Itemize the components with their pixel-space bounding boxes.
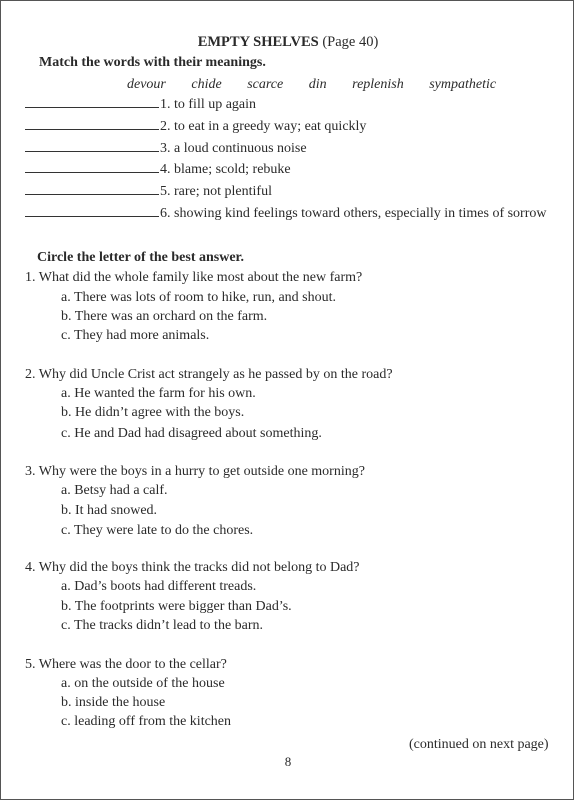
matching-definition: 5. rare; not plentiful	[160, 184, 272, 199]
matching-item	[25, 184, 272, 200]
multiple-choice-instruction: Circle the letter of the best answer.	[37, 250, 244, 265]
question-text: 5. Where was the door to the cellar?	[25, 657, 227, 672]
matching-item	[25, 97, 256, 113]
matching-definition: 6. showing kind feelings toward others, especially in times of sorrow	[160, 206, 547, 221]
word-bank-item: sympathetic	[429, 77, 497, 92]
matching-instruction: Match the words with their meanings.	[39, 55, 266, 70]
title-page-ref: (Page 40)	[322, 34, 379, 50]
answer-option[interactable]: a. on the outside of the house	[61, 676, 225, 691]
page-title	[1, 34, 574, 51]
answer-option[interactable]: b. He didn’t agree with the boys.	[61, 405, 245, 420]
title-main: EMPTY SHELVES	[197, 34, 319, 50]
answer-option[interactable]: b. The footprints were bigger than Dad’s.	[61, 599, 292, 614]
word-bank-item: chide	[191, 77, 222, 92]
answer-option[interactable]: c. leading off from the kitchen	[61, 714, 232, 729]
answer-option[interactable]: a. There was lots of room to hike, run, and shout.	[61, 290, 337, 305]
word-bank	[127, 77, 518, 93]
answer-option[interactable]: c. The tracks didn’t lead to the barn.	[61, 618, 264, 633]
question-text: 1. What did the whole family like most about the new farm?	[25, 270, 363, 285]
word-bank-item: scarce	[247, 77, 284, 92]
answer-blank[interactable]	[25, 97, 159, 108]
answer-blank[interactable]	[25, 119, 159, 130]
answer-blank[interactable]	[25, 162, 159, 173]
answer-option[interactable]: a. He wanted the farm for his own.	[61, 386, 256, 401]
matching-definition: 4. blame; scold; rebuke	[160, 162, 291, 177]
word-bank-item: din	[308, 77, 327, 92]
question-text: 4. Why did the boys think the tracks did not belong to Dad?	[25, 560, 360, 575]
answer-option[interactable]: c. They were late to do the chores.	[61, 523, 254, 538]
answer-blank[interactable]	[25, 141, 159, 152]
matching-item	[25, 162, 291, 178]
answer-blank[interactable]	[25, 206, 159, 217]
answer-option[interactable]: b. inside the house	[61, 695, 166, 710]
matching-definition: 2. to eat in a greedy way; eat quickly	[160, 119, 367, 134]
answer-option[interactable]: b. It had snowed.	[61, 503, 158, 518]
word-bank-item: replenish	[352, 77, 404, 92]
answer-option[interactable]: a. Dad’s boots had different treads.	[61, 579, 257, 594]
matching-definition: 1. to fill up again	[160, 97, 257, 112]
matching-item	[25, 119, 366, 135]
question-text: 2. Why did Uncle Crist act strangely as he passed by on the road?	[25, 367, 393, 382]
answer-option[interactable]: c. They had more animals.	[61, 328, 210, 343]
matching-item	[25, 206, 546, 222]
word-bank-item: devour	[127, 77, 166, 92]
question-text: 3. Why were the boys in a hurry to get outside one morning?	[25, 464, 365, 479]
continued-note: (continued on next page)	[409, 737, 549, 752]
answer-option[interactable]: b. There was an orchard on the farm.	[61, 309, 268, 324]
page-number: 8	[284, 754, 292, 769]
answer-option[interactable]: c. He and Dad had disagreed about something.	[61, 426, 322, 441]
matching-item	[25, 141, 307, 157]
matching-definition: 3. a loud continuous noise	[160, 141, 307, 156]
answer-option[interactable]: a. Betsy had a calf.	[61, 483, 168, 498]
answer-blank[interactable]	[25, 184, 159, 195]
